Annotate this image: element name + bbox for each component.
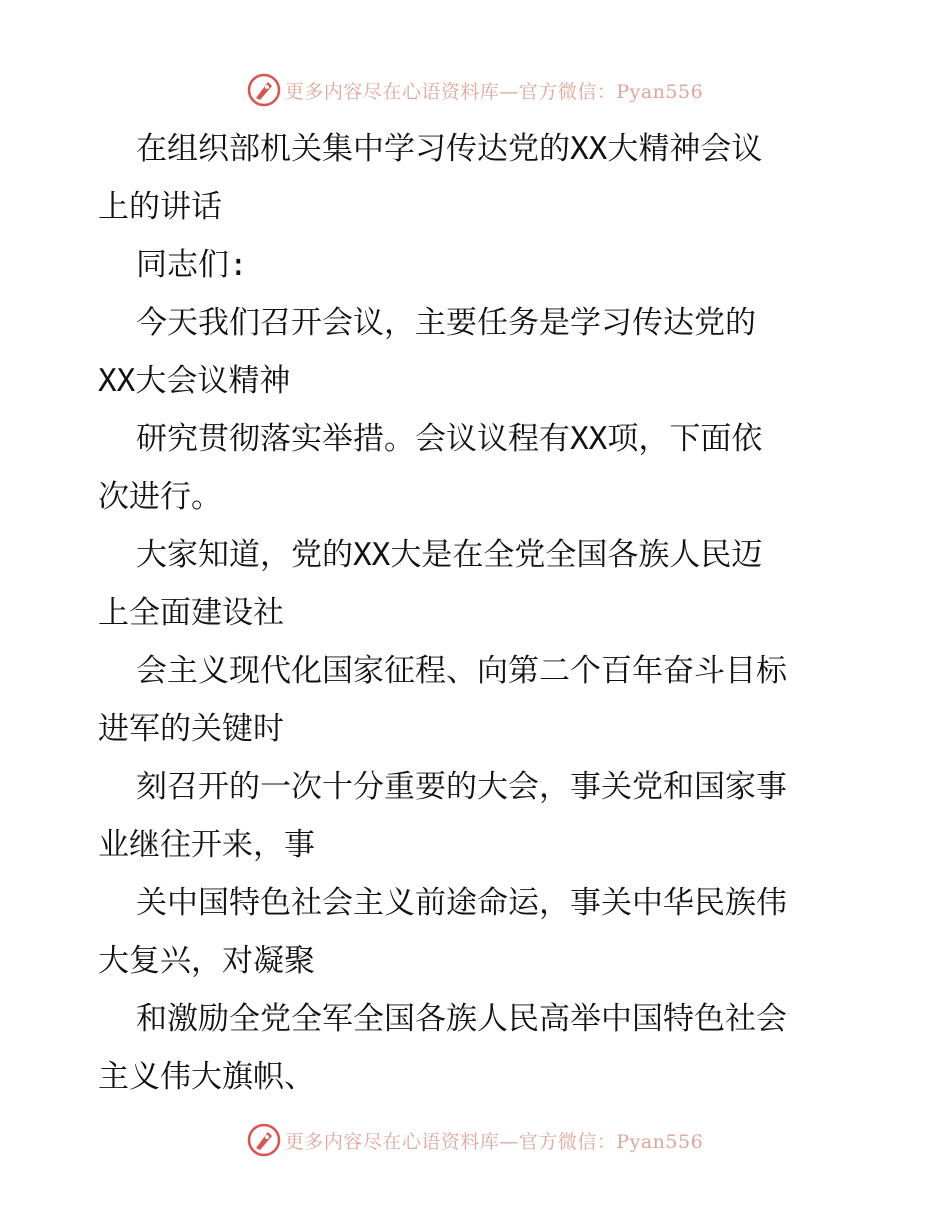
- body-line: 进军的关键时: [98, 711, 284, 747]
- title-line-2: 上的讲话: [98, 189, 222, 225]
- body-line: 大家知道，党的XX大是在全党全国各族人民迈: [136, 537, 763, 573]
- pen-nib-icon: [247, 73, 281, 107]
- header-watermark: [0, 70, 950, 110]
- body-line: 刻召开的一次十分重要的大会，事关党和国家事: [136, 769, 787, 805]
- body-line: 会主义现代化国家征程、向第二个百年奋斗目标: [136, 653, 787, 689]
- footer-watermark: [0, 1120, 950, 1160]
- body-line: 次进行。: [98, 479, 222, 515]
- pen-nib-icon: [247, 1123, 281, 1157]
- body-line: 上全面建设社: [98, 595, 284, 631]
- body-line: 关中国特色社会主义前途命运，事关中华民族伟: [136, 885, 787, 921]
- body-line: 大复兴，对凝聚: [98, 943, 315, 979]
- body-line: 和激励全党全军全国各族人民高举中国特色社会: [136, 1001, 787, 1037]
- title-line-1: 在组织部机关集中学习传达党的XX大精神会议: [136, 131, 763, 167]
- salutation: 同志们:: [136, 247, 248, 283]
- watermark-text: 更多内容尽在心语资料库—官方微信：Pyan556: [284, 80, 704, 103]
- document-body: [98, 120, 858, 1106]
- body-line: 今天我们召开会议，主要任务是学习传达党的: [136, 305, 756, 341]
- body-line: XX大会议精神: [98, 363, 291, 399]
- body-line: 业继往开来，事: [98, 827, 315, 863]
- body-line: 主义伟大旗帜、: [98, 1059, 315, 1095]
- watermark-text: 更多内容尽在心语资料库—官方微信：Pyan556: [284, 1130, 704, 1153]
- body-line: 研究贯彻落实举措。会议议程有XX项，下面依: [136, 421, 763, 457]
